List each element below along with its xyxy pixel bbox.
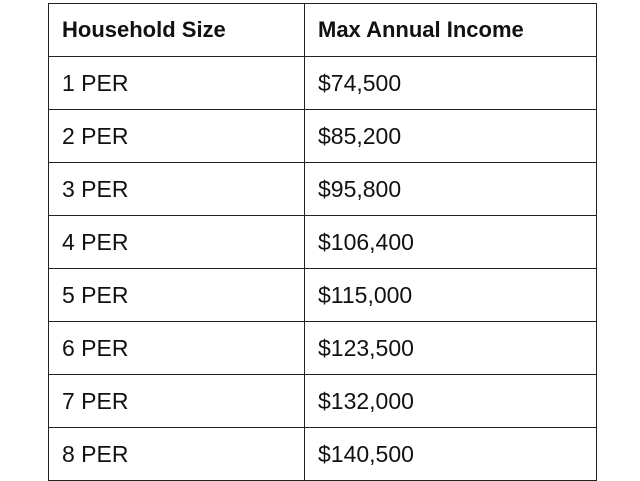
household-size-cell: 8 PER (49, 428, 305, 481)
table-row (49, 375, 597, 428)
table-row (49, 428, 597, 481)
household-size-cell: 4 PER (49, 216, 305, 269)
household-size-cell: 3 PER (49, 163, 305, 216)
table-row (49, 163, 597, 216)
income-cell: $115,000 (305, 269, 597, 322)
income-cell: $123,500 (305, 322, 597, 375)
household-size-cell: 1 PER (49, 57, 305, 110)
income-limits-table (48, 3, 597, 481)
income-table-container (48, 3, 596, 481)
header-max-annual-income: Max Annual Income (305, 4, 597, 57)
household-size-cell: 2 PER (49, 110, 305, 163)
table-row (49, 269, 597, 322)
income-cell: $106,400 (305, 216, 597, 269)
table-row (49, 110, 597, 163)
income-cell: $74,500 (305, 57, 597, 110)
household-size-cell: 5 PER (49, 269, 305, 322)
income-cell: $85,200 (305, 110, 597, 163)
income-cell: $95,800 (305, 163, 597, 216)
household-size-cell: 6 PER (49, 322, 305, 375)
table-row (49, 216, 597, 269)
table-row (49, 57, 597, 110)
header-household-size: Household Size (49, 4, 305, 57)
income-cell: $132,000 (305, 375, 597, 428)
table-row (49, 322, 597, 375)
household-size-cell: 7 PER (49, 375, 305, 428)
income-cell: $140,500 (305, 428, 597, 481)
table-header-row (49, 4, 597, 57)
